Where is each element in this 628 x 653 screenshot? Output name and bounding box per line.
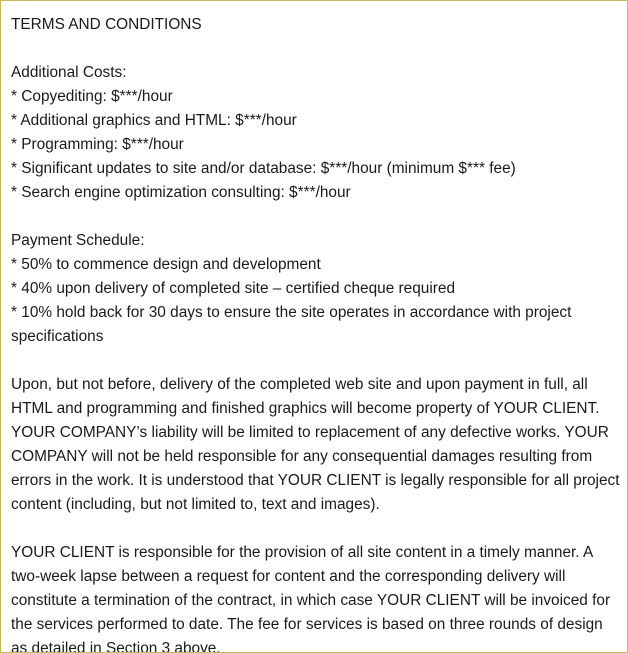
payment-schedule-section [11,229,617,349]
cost-item-programming: * Programming: $***/hour [11,136,184,153]
payment-item-10-percent: * 10% hold back for 30 days to ensure the site operates in accordance with project [11,304,572,321]
paragraph-line: Upon, but not before, delivery of the completed web site and upon payment in full, all [11,376,588,393]
cost-item-copyediting: * Copyediting: $***/hour [11,88,173,105]
document-body [1,1,627,653]
paragraph-line: the services performed to date. The fee for services is based on three rounds of design [11,616,603,633]
payment-schedule-heading: Payment Schedule: [11,232,145,249]
paragraph-line: constitute a termination of the contract, in which case YOUR CLIENT will be invoiced for [11,592,611,609]
cost-item-graphics-html: * Additional graphics and HTML: $***/hour [11,112,297,129]
paragraph-line: YOUR CLIENT is responsible for the provision of all site content in a timely manner. A [11,544,594,561]
additional-costs-section [11,61,617,205]
paragraph-line: COMPANY will not be held responsible for any consequential damages resulting from [11,448,593,465]
additional-costs-heading: Additional Costs: [11,64,127,81]
paragraph-line: errors in the work. It is understood that YOUR CLIENT is legally responsible for all project [11,472,620,489]
paragraph-line: as detailed in Section 3 above. [11,640,221,653]
paragraph-line: two-week lapse between a request for content and the corresponding delivery will [11,568,566,585]
cost-item-seo-consulting: * Search engine optimization consulting: $***/hour [11,184,351,201]
paragraph-line: HTML and programming and finished graphics will become property of YOUR CLIENT. [11,400,600,417]
payment-item-50-percent: * 50% to commence design and development [11,256,321,273]
client-content-paragraph [11,541,617,653]
paragraph-line: content (including, but not limited to, text and images). [11,496,380,513]
cost-item-significant-updates: * Significant updates to site and/or database: $***/hour (minimum $*** fee) [11,160,516,177]
payment-item-40-percent: * 40% upon delivery of completed site – certified cheque required [11,280,456,297]
payment-item-10-percent-continued: specifications [11,328,104,345]
paragraph-line: YOUR COMPANY’s liability will be limited to replacement of any defective works. YOUR [11,424,609,441]
document-title: TERMS AND CONDITIONS [11,16,202,33]
ownership-liability-paragraph [11,373,620,517]
